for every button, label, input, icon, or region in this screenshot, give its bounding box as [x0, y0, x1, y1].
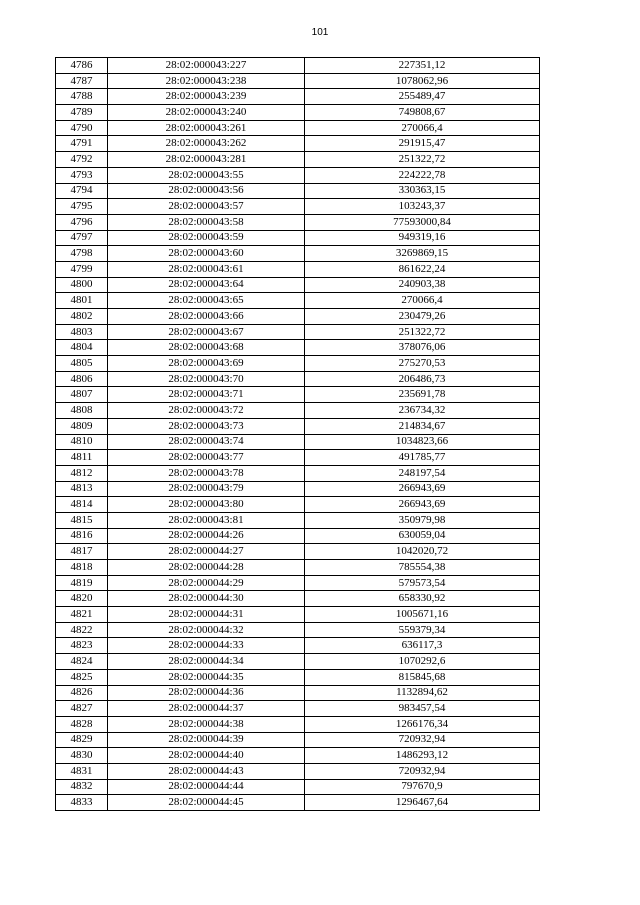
- table-row: [56, 277, 540, 293]
- cadastral-number-cell: 28:02:000043:71: [108, 387, 305, 403]
- cadastral-value-cell: 1070292,6: [305, 654, 540, 670]
- row-number-cell: 4803: [56, 324, 108, 340]
- row-number-cell: 4787: [56, 73, 108, 89]
- cadastral-number-cell: 28:02:000044:44: [108, 779, 305, 795]
- cadastral-number-cell: 28:02:000043:238: [108, 73, 305, 89]
- cadastral-value-cell: 77593000,84: [305, 214, 540, 230]
- cadastral-number-cell: 28:02:000044:27: [108, 544, 305, 560]
- cadastral-value-cell: 266943,69: [305, 497, 540, 513]
- cadastral-value-cell: 1486293,12: [305, 748, 540, 764]
- row-number-cell: 4802: [56, 309, 108, 325]
- cadastral-number-cell: 28:02:000043:56: [108, 183, 305, 199]
- cadastral-number-cell: 28:02:000044:35: [108, 669, 305, 685]
- cadastral-number-cell: 28:02:000044:39: [108, 732, 305, 748]
- table-row: [56, 136, 540, 152]
- cadastral-number-cell: 28:02:000044:45: [108, 795, 305, 811]
- row-number-cell: 4795: [56, 199, 108, 215]
- table-row: [56, 654, 540, 670]
- cadastral-value-cell: 815845,68: [305, 669, 540, 685]
- cadastral-number-cell: 28:02:000043:55: [108, 167, 305, 183]
- cadastral-number-cell: 28:02:000043:240: [108, 105, 305, 121]
- table-row: [56, 795, 540, 811]
- cadastral-value-cell: 720932,94: [305, 732, 540, 748]
- row-number-cell: 4822: [56, 622, 108, 638]
- table-row: [56, 183, 540, 199]
- cadastral-value-cell: 491785,77: [305, 450, 540, 466]
- row-number-cell: 4827: [56, 701, 108, 717]
- row-number-cell: 4808: [56, 403, 108, 419]
- row-number-cell: 4806: [56, 371, 108, 387]
- row-number-cell: 4832: [56, 779, 108, 795]
- row-number-cell: 4824: [56, 654, 108, 670]
- cadastral-value-cell: 983457,54: [305, 701, 540, 717]
- cadastral-value-cell: 949319,16: [305, 230, 540, 246]
- cadastral-number-cell: 28:02:000043:59: [108, 230, 305, 246]
- row-number-cell: 4812: [56, 465, 108, 481]
- table-row: [56, 701, 540, 717]
- cadastral-value-cell: 1296467,64: [305, 795, 540, 811]
- row-number-cell: 4807: [56, 387, 108, 403]
- cadastral-number-cell: 28:02:000043:80: [108, 497, 305, 513]
- cadastral-value-cell: 236734,32: [305, 403, 540, 419]
- cadastral-value-cell: 1266176,34: [305, 716, 540, 732]
- cadastral-number-cell: 28:02:000044:33: [108, 638, 305, 654]
- cadastral-value-cell: 275270,53: [305, 356, 540, 372]
- row-number-cell: 4833: [56, 795, 108, 811]
- row-number-cell: 4818: [56, 560, 108, 576]
- page-number: 101: [311, 27, 329, 38]
- table-row: [56, 716, 540, 732]
- row-number-cell: 4828: [56, 716, 108, 732]
- table-row: [56, 575, 540, 591]
- cadastral-number-cell: 28:02:000044:31: [108, 607, 305, 623]
- table-row: [56, 450, 540, 466]
- cadastral-number-cell: 28:02:000044:37: [108, 701, 305, 717]
- cadastral-number-cell: 28:02:000044:29: [108, 575, 305, 591]
- table-row: [56, 387, 540, 403]
- cadastral-number-cell: 28:02:000043:69: [108, 356, 305, 372]
- row-number-cell: 4786: [56, 58, 108, 74]
- table-row: [56, 763, 540, 779]
- row-number-cell: 4790: [56, 120, 108, 136]
- table-row: [56, 528, 540, 544]
- cadastral-value-cell: 266943,69: [305, 481, 540, 497]
- row-number-cell: 4816: [56, 528, 108, 544]
- table-row: [56, 230, 540, 246]
- cadastral-number-cell: 28:02:000044:26: [108, 528, 305, 544]
- cadastral-value-cell: 1078062,96: [305, 73, 540, 89]
- cadastral-value-cell: 350979,98: [305, 512, 540, 528]
- cadastral-number-cell: 28:02:000043:262: [108, 136, 305, 152]
- cadastral-value-cell: 630059,04: [305, 528, 540, 544]
- cadastral-number-cell: 28:02:000044:34: [108, 654, 305, 670]
- table-row: [56, 356, 540, 372]
- table-row: [56, 324, 540, 340]
- cadastral-value-cell: 658330,92: [305, 591, 540, 607]
- cadastral-number-cell: 28:02:000043:65: [108, 293, 305, 309]
- row-number-cell: 4798: [56, 246, 108, 262]
- row-number-cell: 4820: [56, 591, 108, 607]
- cadastral-number-cell: 28:02:000043:61: [108, 261, 305, 277]
- cadastral-value-cell: 1005671,16: [305, 607, 540, 623]
- table-row: [56, 199, 540, 215]
- row-number-cell: 4809: [56, 418, 108, 434]
- row-number-cell: 4831: [56, 763, 108, 779]
- table-row: [56, 309, 540, 325]
- table-row: [56, 340, 540, 356]
- cadastral-value-cell: 559379,34: [305, 622, 540, 638]
- table-row: [56, 403, 540, 419]
- row-number-cell: 4810: [56, 434, 108, 450]
- row-number-cell: 4815: [56, 512, 108, 528]
- row-number-cell: 4823: [56, 638, 108, 654]
- table-row: [56, 73, 540, 89]
- row-number-cell: 4800: [56, 277, 108, 293]
- cadastral-number-cell: 28:02:000043:261: [108, 120, 305, 136]
- row-number-cell: 4801: [56, 293, 108, 309]
- row-number-cell: 4826: [56, 685, 108, 701]
- table-row: [56, 418, 540, 434]
- row-number-cell: 4789: [56, 105, 108, 121]
- cadastral-value-cell: 214834,67: [305, 418, 540, 434]
- table-row: [56, 434, 540, 450]
- cadastral-value-cell: 378076,06: [305, 340, 540, 356]
- cadastral-value-cell: 206486,73: [305, 371, 540, 387]
- row-number-cell: 4793: [56, 167, 108, 183]
- cadastral-number-cell: 28:02:000043:77: [108, 450, 305, 466]
- table-row: [56, 120, 540, 136]
- cadastral-value-cell: 720932,94: [305, 763, 540, 779]
- table-row: [56, 779, 540, 795]
- cadastral-value-cell: 1132894,62: [305, 685, 540, 701]
- cadastral-value-cell: 248197,54: [305, 465, 540, 481]
- cadastral-number-cell: 28:02:000044:43: [108, 763, 305, 779]
- table-row: [56, 607, 540, 623]
- table-row: [56, 669, 540, 685]
- cadastral-value-cell: 255489,47: [305, 89, 540, 105]
- cadastral-number-cell: 28:02:000044:32: [108, 622, 305, 638]
- cadastral-number-cell: 28:02:000043:79: [108, 481, 305, 497]
- table-row: [56, 261, 540, 277]
- cadastral-number-cell: 28:02:000043:81: [108, 512, 305, 528]
- cadastral-number-cell: 28:02:000043:72: [108, 403, 305, 419]
- cadastral-number-cell: 28:02:000043:281: [108, 152, 305, 168]
- cadastral-number-cell: 28:02:000044:30: [108, 591, 305, 607]
- cadastral-value-table: [55, 57, 540, 811]
- cadastral-value-cell: 1034823,66: [305, 434, 540, 450]
- table-row: [56, 152, 540, 168]
- table-row: [56, 591, 540, 607]
- cadastral-number-cell: 28:02:000043:74: [108, 434, 305, 450]
- table-row: [56, 732, 540, 748]
- cadastral-value-cell: 270066,4: [305, 120, 540, 136]
- cadastral-value-cell: 251322,72: [305, 152, 540, 168]
- cadastral-number-cell: 28:02:000043:57: [108, 199, 305, 215]
- row-number-cell: 4819: [56, 575, 108, 591]
- row-number-cell: 4817: [56, 544, 108, 560]
- table-row: [56, 512, 540, 528]
- row-number-cell: 4804: [56, 340, 108, 356]
- table-row: [56, 167, 540, 183]
- row-number-cell: 4813: [56, 481, 108, 497]
- cadastral-value-cell: 240903,38: [305, 277, 540, 293]
- table-row: [56, 293, 540, 309]
- row-number-cell: 4814: [56, 497, 108, 513]
- cadastral-value-cell: 749808,67: [305, 105, 540, 121]
- table-row: [56, 497, 540, 513]
- table-row: [56, 544, 540, 560]
- cadastral-number-cell: 28:02:000043:60: [108, 246, 305, 262]
- cadastral-value-cell: 270066,4: [305, 293, 540, 309]
- cadastral-value-cell: 785554,38: [305, 560, 540, 576]
- row-number-cell: 4792: [56, 152, 108, 168]
- cadastral-number-cell: 28:02:000043:66: [108, 309, 305, 325]
- row-number-cell: 4821: [56, 607, 108, 623]
- row-number-cell: 4796: [56, 214, 108, 230]
- table-row: [56, 748, 540, 764]
- table-row: [56, 371, 540, 387]
- row-number-cell: 4811: [56, 450, 108, 466]
- cadastral-number-cell: 28:02:000044:40: [108, 748, 305, 764]
- table-row: [56, 622, 540, 638]
- table-row: [56, 560, 540, 576]
- cadastral-number-cell: 28:02:000044:28: [108, 560, 305, 576]
- cadastral-number-cell: 28:02:000043:70: [108, 371, 305, 387]
- cadastral-value-cell: 235691,78: [305, 387, 540, 403]
- table-row: [56, 638, 540, 654]
- table-row: [56, 105, 540, 121]
- cadastral-value-cell: 291915,47: [305, 136, 540, 152]
- cadastral-number-cell: 28:02:000043:78: [108, 465, 305, 481]
- cadastral-value-cell: 861622,24: [305, 261, 540, 277]
- cadastral-value-cell: 1042020,72: [305, 544, 540, 560]
- cadastral-number-cell: 28:02:000044:38: [108, 716, 305, 732]
- cadastral-number-cell: 28:02:000043:64: [108, 277, 305, 293]
- cadastral-value-cell: 224222,78: [305, 167, 540, 183]
- cadastral-value-cell: 227351,12: [305, 58, 540, 74]
- cadastral-value-cell: 636117,3: [305, 638, 540, 654]
- cadastral-value-cell: 230479,26: [305, 309, 540, 325]
- row-number-cell: 4825: [56, 669, 108, 685]
- cadastral-value-cell: 330363,15: [305, 183, 540, 199]
- table-row: [56, 481, 540, 497]
- cadastral-number-cell: 28:02:000043:58: [108, 214, 305, 230]
- cadastral-number-cell: 28:02:000043:227: [108, 58, 305, 74]
- cadastral-value-cell: 579573,54: [305, 575, 540, 591]
- cadastral-number-cell: 28:02:000043:68: [108, 340, 305, 356]
- cadastral-value-cell: 797670,9: [305, 779, 540, 795]
- row-number-cell: 4788: [56, 89, 108, 105]
- cadastral-value-cell: 103243,37: [305, 199, 540, 215]
- cadastral-number-cell: 28:02:000043:67: [108, 324, 305, 340]
- table-row: [56, 246, 540, 262]
- row-number-cell: 4829: [56, 732, 108, 748]
- table-body: [56, 58, 540, 811]
- table-row: [56, 89, 540, 105]
- cadastral-number-cell: 28:02:000043:73: [108, 418, 305, 434]
- table-row: [56, 685, 540, 701]
- cadastral-value-cell: 3269869,15: [305, 246, 540, 262]
- row-number-cell: 4799: [56, 261, 108, 277]
- row-number-cell: 4794: [56, 183, 108, 199]
- row-number-cell: 4805: [56, 356, 108, 372]
- cadastral-value-cell: 251322,72: [305, 324, 540, 340]
- table-row: [56, 214, 540, 230]
- row-number-cell: 4791: [56, 136, 108, 152]
- table-row: [56, 58, 540, 74]
- table-row: [56, 465, 540, 481]
- cadastral-number-cell: 28:02:000043:239: [108, 89, 305, 105]
- row-number-cell: 4797: [56, 230, 108, 246]
- cadastral-number-cell: 28:02:000044:36: [108, 685, 305, 701]
- row-number-cell: 4830: [56, 748, 108, 764]
